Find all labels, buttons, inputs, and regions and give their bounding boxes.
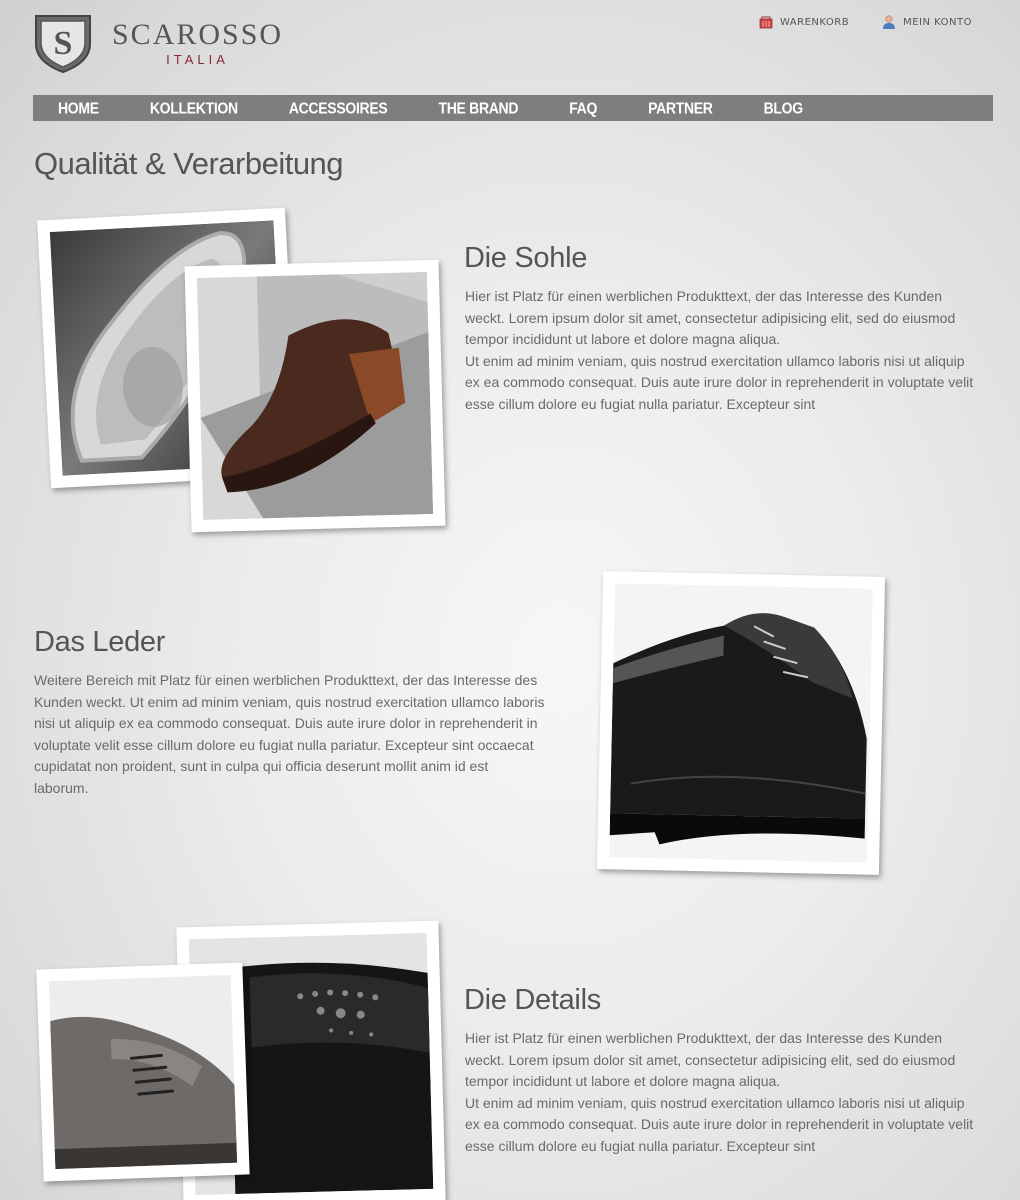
walking-shoe-photo [185, 260, 446, 533]
main-nav [33, 95, 993, 121]
shield-logo-icon [32, 10, 94, 74]
nav-item-home[interactable]: HOME [58, 99, 99, 117]
brand-logo[interactable] [32, 10, 283, 74]
svg-text:S: S [53, 25, 73, 62]
nav-item-kollektion[interactable]: KOLLEKTION [149, 99, 238, 117]
details-paragraph-2: Ut enim ad minim veniam, quis nostrud exercitation ullamco laboris nisi ut aliquip ex ea commodo consequat. Duis aute irure dolor in reprehenderit in voluptate velit esse cillum dolore eu fugiat nulla pariatur. Excepteur sint [465, 1094, 974, 1154]
brand-subline: ITALIA [166, 52, 229, 67]
nav-item-blog[interactable]: BLOG [763, 99, 803, 117]
section-text-leather [34, 670, 546, 800]
nav-item-faq[interactable]: FAQ [569, 99, 598, 117]
account-link-label: MEIN KONTO [903, 16, 972, 28]
page-title: Qualität & Verarbeitung [34, 146, 344, 181]
account-link[interactable] [881, 14, 972, 30]
suede-shoe-photo [36, 962, 249, 1181]
brand-name: SCAROSSO [112, 18, 284, 51]
cart-link-label: WARENKORB [779, 16, 850, 28]
details-paragraph-1: Hier ist Platz für einen werblichen Produkttext, der das Interesse des Kunden weckt. Lorem ipsum dolor sit amet, consectetur adipisicing elit, sed do eiusmod tempor incididunt ut labore et dolore magna aliqua. [465, 1030, 956, 1090]
section-title-sole: Die Sohle [464, 242, 588, 274]
sole-paragraph-2: Ut enim ad minim veniam, quis nostrud exercitation ullamco laboris nisi ut aliquip ex ea commodo consequat. Duis aute irure dolor in reprehenderit in voluptate velit esse cillum dolore eu fugiat nulla pariatur. Excepteur sint [465, 352, 974, 412]
section-title-leather: Das Leder [34, 626, 166, 658]
cart-icon [758, 14, 774, 30]
account-links [758, 14, 972, 30]
cart-link[interactable] [758, 14, 849, 30]
sole-paragraph-1: Hier ist Platz für einen werblichen Produkttext, der das Interesse des Kunden weckt. Lorem ipsum dolor sit amet, consectetur adipisicing elit, sed do eiusmod tempor incididunt ut labore et dolore magna aliqua. [465, 288, 956, 348]
leather-paragraph-1: Weitere Bereich mit Platz für einen werblichen Produkttext, der das Interesse des Kunden weckt. Ut enim ad minim veniam, quis nostrud exercitation ullamco laboris nisi ut aliquip ex ea commodo consequat. Duis aute irure dolor in reprehenderit in voluptate velit esse cillum dolore eu fugiat nulla pariatur. Excepteur sint occaecat cupidatat non proident, sunt in culpa qui officia deserunt mollit anim id est laborum. [34, 672, 545, 796]
section-title-details: Die Details [464, 984, 601, 1016]
user-icon [881, 14, 897, 30]
nav-item-accessoires[interactable]: ACCESSOIRES [288, 99, 388, 117]
black-oxford-photo [597, 571, 885, 875]
section-text-sole [465, 286, 975, 416]
section-text-details [465, 1028, 975, 1158]
nav-item-the-brand[interactable]: THE BRAND [438, 99, 519, 117]
nav-item-partner[interactable]: PARTNER [648, 99, 713, 117]
